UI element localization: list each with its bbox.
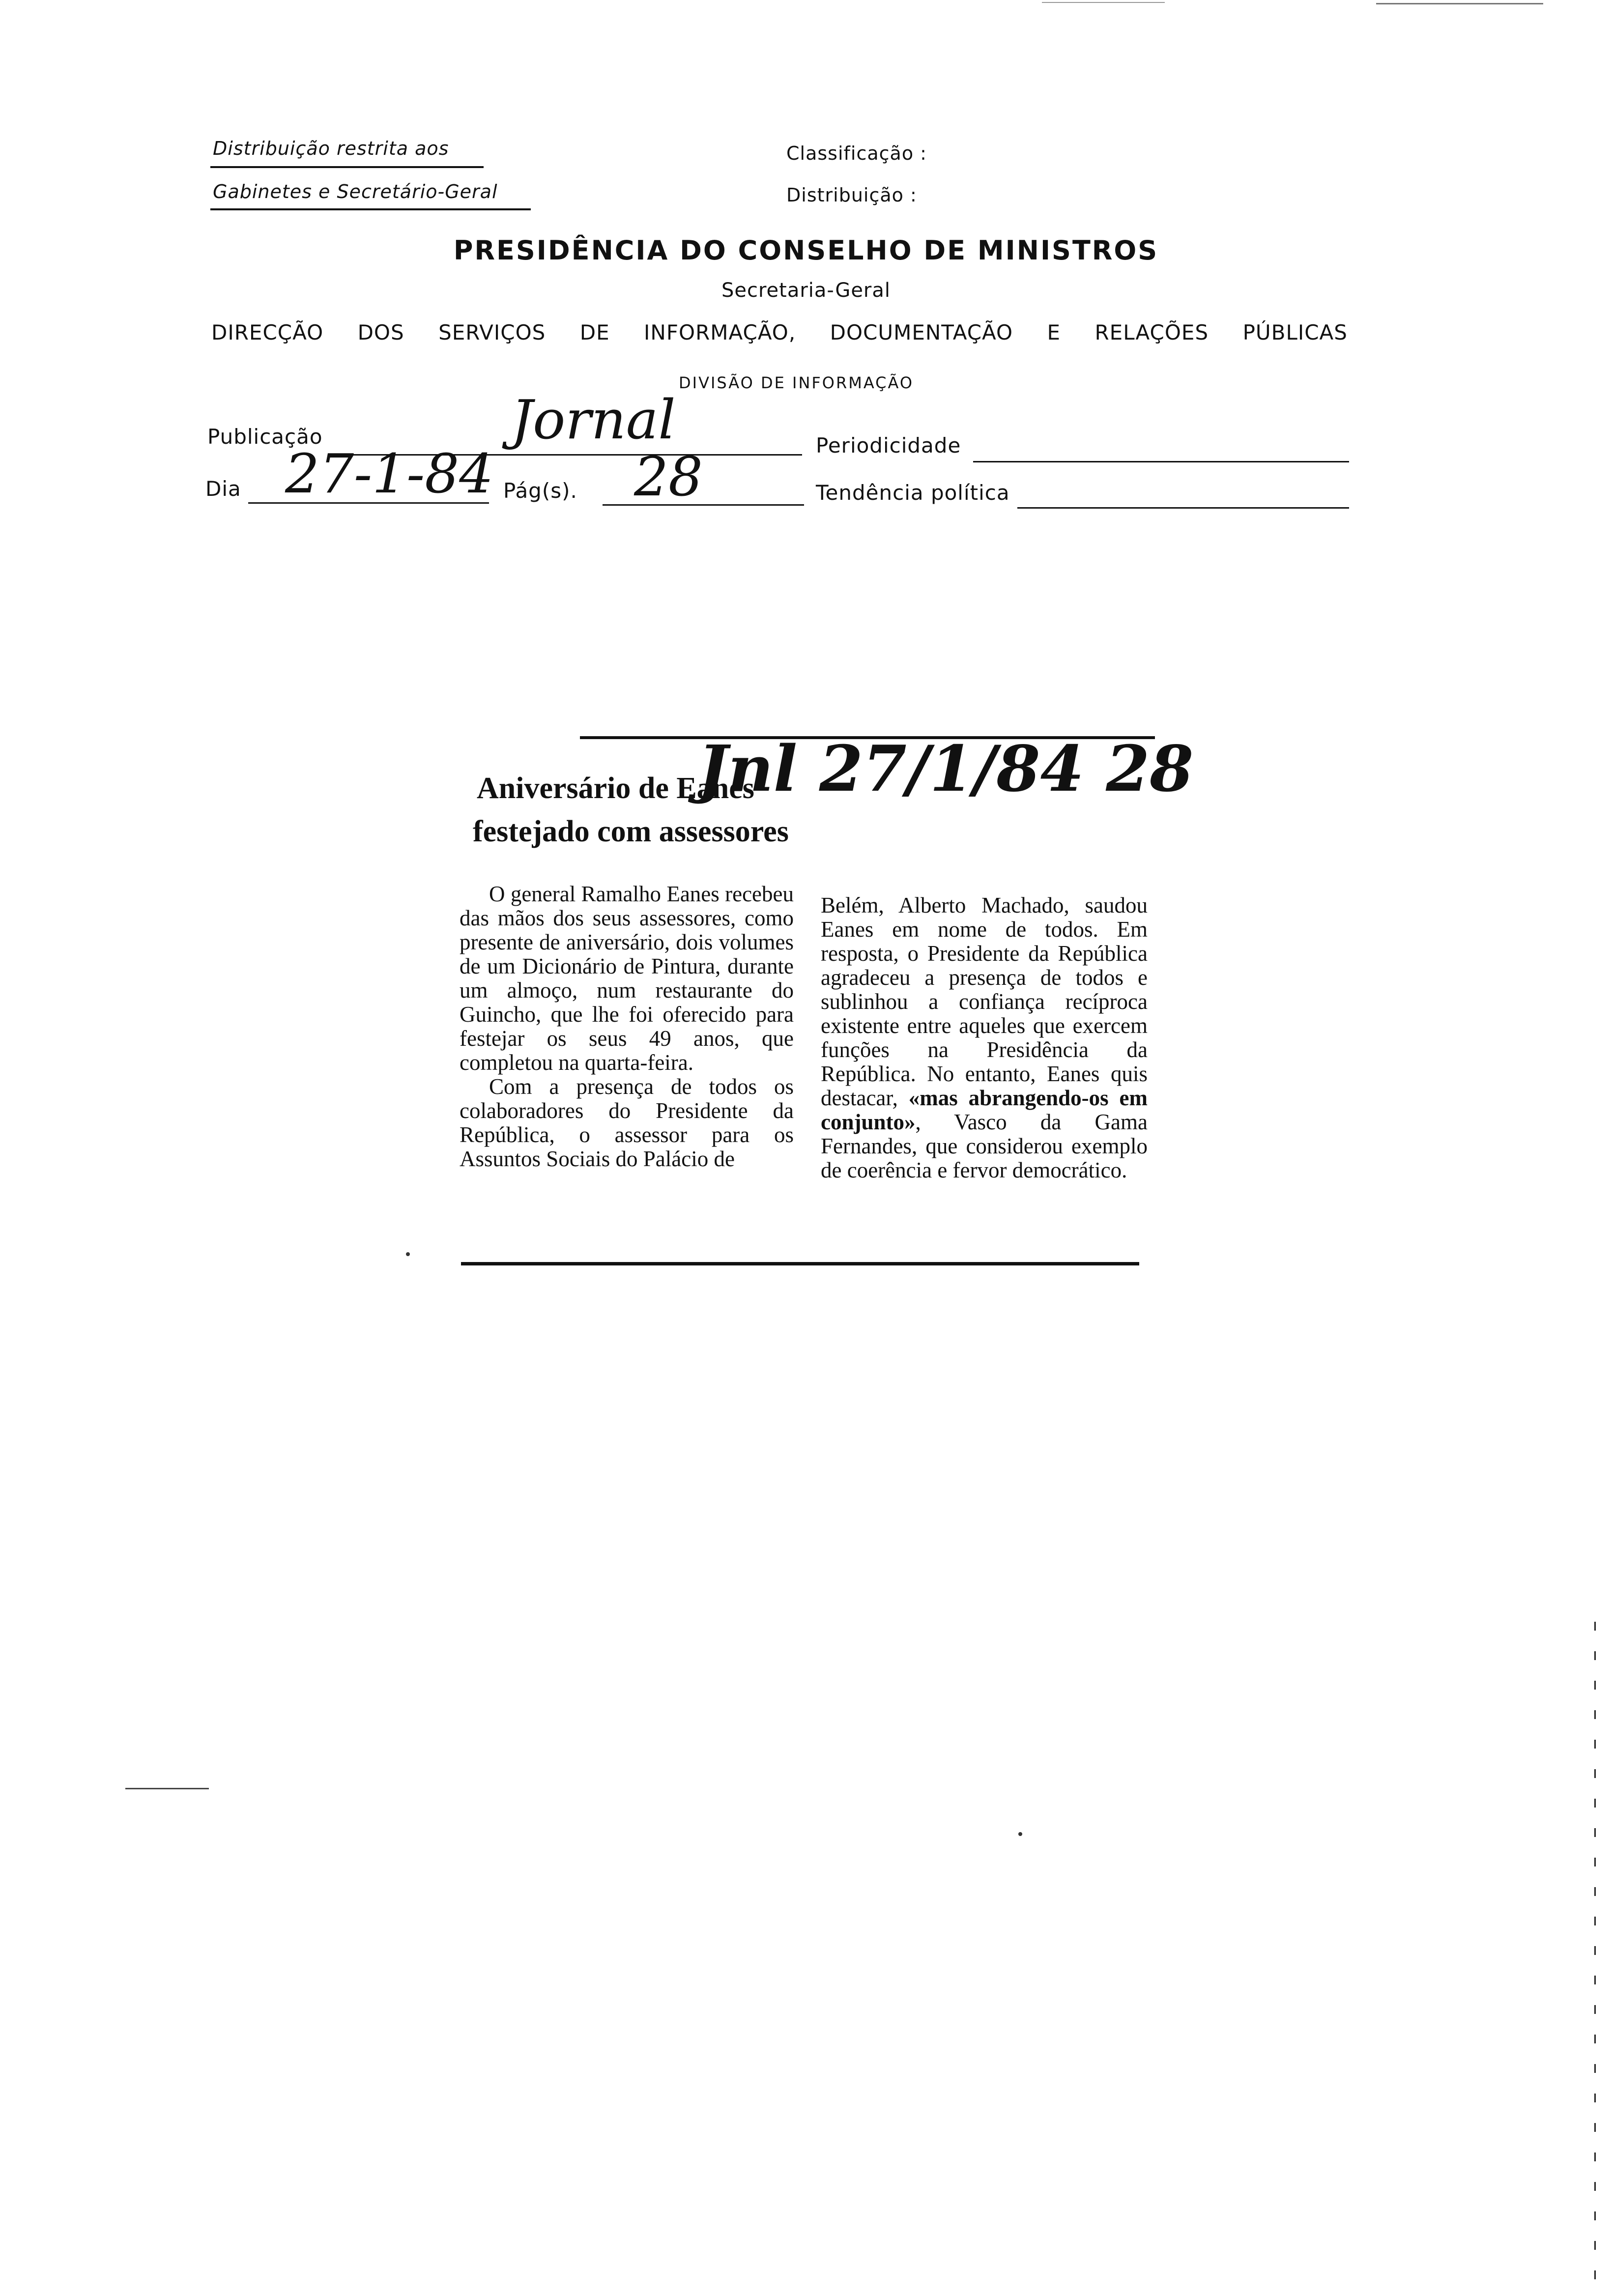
scan-speck — [1018, 1832, 1022, 1836]
direccao-word: DE — [579, 320, 610, 344]
direccao-word: DOCUMENTAÇÃO — [830, 320, 1013, 344]
pags-line — [603, 504, 804, 506]
distribuicao-label: Distribuição : — [786, 184, 917, 206]
scan-mark — [125, 1788, 209, 1789]
article-text: , Vasco da Gama Fernandes, que considerou exemplo de coerência e fervor democrático. — [821, 1110, 1148, 1182]
direccao-word: SERVIÇOS — [438, 320, 546, 344]
article-headline-line1: Aniversário de Eanes — [477, 772, 754, 805]
publicacao-handwritten-value: Jornal — [511, 388, 676, 451]
dia-label: Dia — [205, 477, 241, 501]
tendencia-line — [1017, 507, 1349, 509]
scan-mark — [1042, 2, 1165, 3]
direccao-word: RELAÇÕES — [1094, 320, 1209, 344]
underline-divider — [210, 166, 484, 168]
restricted-distribution-line1: Distribuição restrita aos — [213, 138, 449, 159]
secretaria-title: Secretaria-Geral — [721, 279, 891, 302]
direccao-title — [211, 320, 1348, 344]
article-emphasis: «mas abrangendo-os em conjunto» — [821, 1086, 1148, 1134]
ministry-title: PRESIDÊNCIA DO CONSELHO DE MINISTROS — [453, 235, 1159, 266]
classificacao-label: Classificação : — [786, 143, 927, 164]
divisao-title: DIVISÃO DE INFORMAÇÃO — [678, 373, 914, 392]
scan-edge-mark — [1594, 1622, 1596, 2290]
direccao-word: INFORMAÇÃO, — [644, 320, 796, 344]
article-column-1 — [460, 882, 794, 1171]
article-headline-line2: festejado com assessores — [473, 815, 789, 848]
article-paragraph: O general Ramalho Eanes recebeu das mãos dos seus assessores, como presente de aniversário, dois volumes de um Dicionário de Pintura, durante um almoço, num restaurante do Guincho, que lhe foi oferecido para festejar os seus 49 anos, que completou na quarta-feira. — [460, 882, 794, 1075]
pags-handwritten-value: 28 — [634, 445, 703, 508]
publicacao-label: Publicação — [207, 425, 323, 449]
restricted-distribution-line2: Gabinetes e Secretário-Geral — [213, 181, 498, 202]
direccao-word: DOS — [357, 320, 404, 344]
scan-speck — [406, 1252, 410, 1256]
article-paragraph — [821, 893, 1148, 1182]
pags-label: Pág(s). — [503, 479, 577, 503]
article-paragraph: Com a presença de todos os colaboradores do Presidente da República, o assessor para os Assuntos Sociais do Palácio de — [460, 1074, 794, 1171]
scan-mark — [1376, 3, 1543, 4]
tendencia-label: Tendência política — [816, 481, 1010, 505]
clipping-handwritten-annotation: Jnl 27/1/84 28 — [698, 732, 1194, 806]
article-text: Belém, Alberto Machado, saudou Eanes em nome de todos. Em resposta, o Presidente da República agradeceu a presença de todos e sublinhou a confiança recíproca existente entre aqueles que exercem funções na Presidência da República. No entanto, Eanes quis destacar, — [821, 893, 1148, 1110]
underline-divider — [210, 208, 531, 210]
direccao-word: E — [1047, 320, 1061, 344]
direccao-word: DIRECÇÃO — [211, 320, 324, 344]
direccao-word: PÚBLICAS — [1242, 320, 1348, 344]
periodicidade-line — [973, 461, 1349, 462]
periodicidade-label: Periodicidade — [816, 433, 961, 458]
article-column-2 — [821, 893, 1148, 1182]
dia-handwritten-value: 27-1-84 — [285, 442, 494, 505]
clipping-bottom-rule — [461, 1262, 1139, 1265]
